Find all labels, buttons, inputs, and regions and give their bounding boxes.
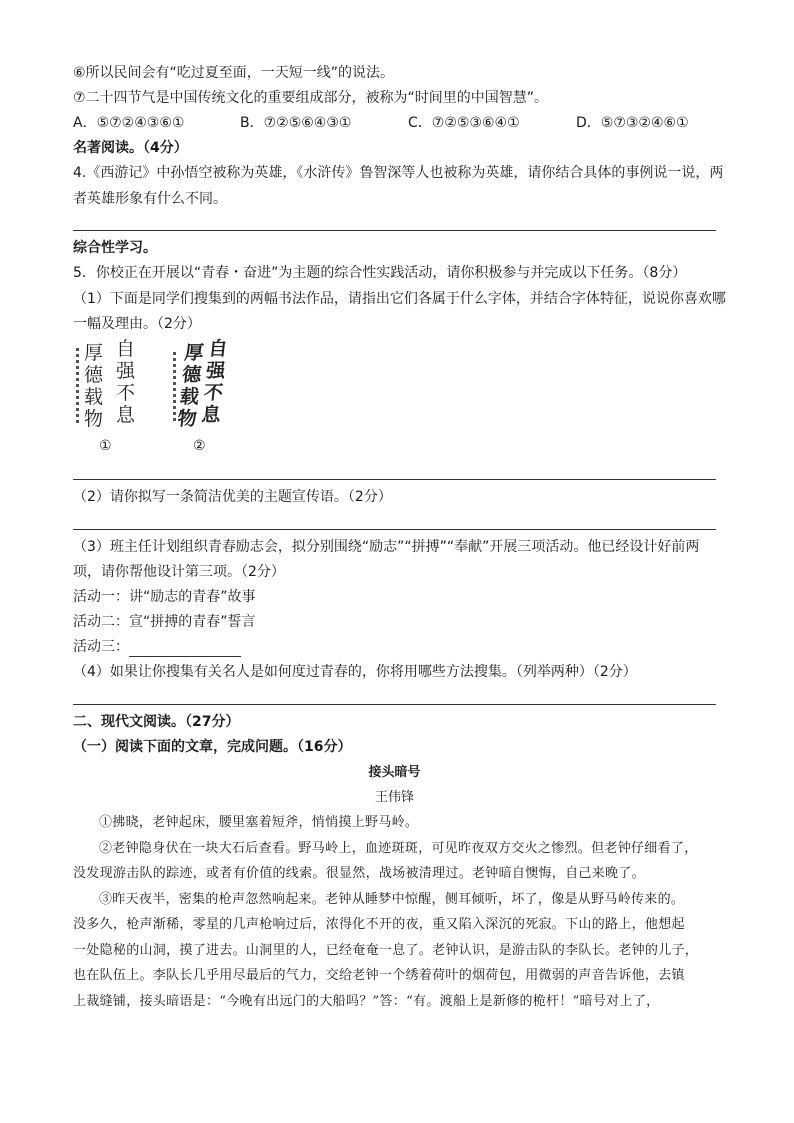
question-5-2: （2）请你拟写一条简洁优美的主题宣传语。（2分）	[73, 489, 392, 505]
calligraphy-char: 息	[116, 404, 136, 426]
calligraphy-piece-1	[76, 340, 146, 432]
calligraphy-column-right	[201, 340, 229, 425]
calligraphy-char: 自	[116, 338, 136, 360]
calligraphy-column-right	[116, 340, 135, 425]
calligraphy-char: 德	[181, 364, 203, 386]
calligraphy-char: 不	[116, 382, 136, 404]
question-5-1-line2: 一幅及理由。（2分）	[73, 316, 201, 332]
section-heading-two: 二、现代文阅读。（27分）	[73, 714, 240, 730]
section-heading-mingzhu: 名著阅读。（4分）	[73, 140, 188, 156]
question-5-4: （4）如果让你搜集有关名人是如何度过青春的，你将用哪些方法搜集。（列举两种）（2分）	[73, 664, 637, 680]
calligraphy-char: 不	[202, 382, 225, 404]
calligraphy-char: 物	[84, 408, 104, 430]
paragraph-2-line2: 没发现游击队的踪迹，或者有价值的线索。很显然，战场被清理过。老钟暗自懊悔，自己来晚了。	[73, 866, 645, 881]
answer-line-q5-2[interactable]	[73, 529, 716, 530]
seal-mark	[76, 348, 79, 426]
sentence-6: ⑥所以民间会有“吃过夏至面，一天短一线”的说法。	[73, 65, 395, 81]
question-4-line2: 者英雄形象有什么不同。	[73, 191, 227, 207]
calligraphy-char: 德	[84, 364, 104, 386]
calligraphy-char: 自	[207, 338, 229, 360]
paragraph-3-line2: 没多久，枪声渐稀，零星的几声枪响过后，浓得化不开的夜，重又陷入深沉的死寂。下山的路上，他想起	[73, 917, 685, 932]
activity-1: 活动一：讲“励志的青春”故事	[73, 589, 256, 605]
question-5-3-line1: （3）班主任计划组织青春励志会，拟分别围绕“励志”“拼搏”“奉献”开展三项活动。他已经设计好前两	[73, 539, 700, 555]
activity-3-row	[73, 637, 241, 657]
calligraphy-char: 强	[116, 360, 136, 382]
calligraphy-char: 载	[178, 386, 201, 408]
option-a: A．⑤⑦②④③⑥①	[73, 115, 185, 131]
calligraphy-char: 物	[176, 408, 198, 430]
paragraph-3-line3: 一处隐秘的山洞，摸了进去。山洞里的人，已经奄奄一息了。老钟认识，是游击队的李队长。老钟的儿子，	[73, 942, 699, 958]
paragraph-3-line5: 上裁缝铺，接头暗语是：“今晚有出远门的大船吗？”答：“有。渡船上是新修的桅杆！”暗号对上了，	[73, 993, 660, 1009]
calligraphy-piece-2	[173, 340, 243, 432]
calligraphy-char: 厚	[84, 342, 104, 364]
question-5-1-line1: （1）下面是同学们搜集到的两幅书法作品，请指出它们各属于什么字体，并结合字体特征，说说你喜欢哪	[73, 291, 726, 307]
activity-2: 活动二：宣“拼搏的青春”誓言	[73, 614, 256, 630]
calligraphy-char: 息	[200, 404, 222, 426]
paragraph-3-line1: ③昨天夜半，密集的枪声忽然响起来。老钟从睡梦中惊醒，侧耳倾听，坏了，像是从野马岭传来的。	[99, 891, 685, 907]
paragraph-3-line4: 也在队伍上。李队长几乎用尽最后的气力，交给老钟一个绣着荷叶的烟荷包，用微弱的声音告诉他，去镇	[73, 968, 685, 983]
option-b: B．⑦②⑤⑥④③①	[240, 115, 352, 131]
article-body	[73, 810, 728, 1014]
calligraphy-char: 强	[205, 360, 227, 382]
activity-3-label: 活动三：	[73, 639, 129, 655]
calligraphy-label-1: ①	[99, 438, 112, 454]
paragraph-2-line1: ②老钟隐身伏在一块大石后查看。野马岭上，血迹斑斑，可见昨夜双方交火之惨烈。但老钟仔细看了，	[99, 840, 698, 856]
option-c: C．⑦②⑤③⑥④①	[408, 115, 520, 131]
sentence-7: ⑦二十四节气是中国传统文化的重要组成部分，被称为“时间里的中国智慧”。	[73, 90, 549, 106]
answer-line-q4[interactable]	[73, 230, 716, 231]
calligraphy-column-left	[177, 344, 205, 429]
reading-1-heading: （一）阅读下面的文章，完成问题。（16分）	[73, 739, 352, 755]
paragraph-1: ①拂晓，老钟起床，腰里塞着短斧，悄悄摸上野马岭。	[99, 815, 419, 830]
seal-mark	[173, 352, 176, 422]
section-heading-zonghe: 综合性学习。	[73, 240, 157, 256]
answer-line-q5-4[interactable]	[73, 704, 716, 705]
activity-3-blank[interactable]	[129, 642, 241, 657]
article-author: 王伟锋	[374, 790, 414, 805]
option-d: D．⑤⑦③②④⑥①	[576, 115, 689, 131]
question-5-3-line2: 项，请你帮他设计第三项。（2分）	[73, 564, 285, 580]
calligraphy-char: 厚	[183, 342, 205, 364]
answer-line-q5-1[interactable]	[73, 479, 716, 480]
calligraphy-char: 载	[84, 386, 104, 408]
article-title: 接头暗号	[368, 765, 421, 780]
question-4-line1: 4.《西游记》中孙悟空被称为英雄，《水浒传》鲁智深等人也被称为英雄，请你结合具体的事例说一说，两	[73, 165, 724, 181]
question-5-intro: 5．你校正在开展以“青春・奋进”为主题的综合性实践活动，请你积极参与并完成以下任务。（8分）	[73, 265, 687, 281]
calligraphy-label-2: ②	[193, 438, 206, 454]
calligraphy-column-left	[84, 344, 103, 429]
